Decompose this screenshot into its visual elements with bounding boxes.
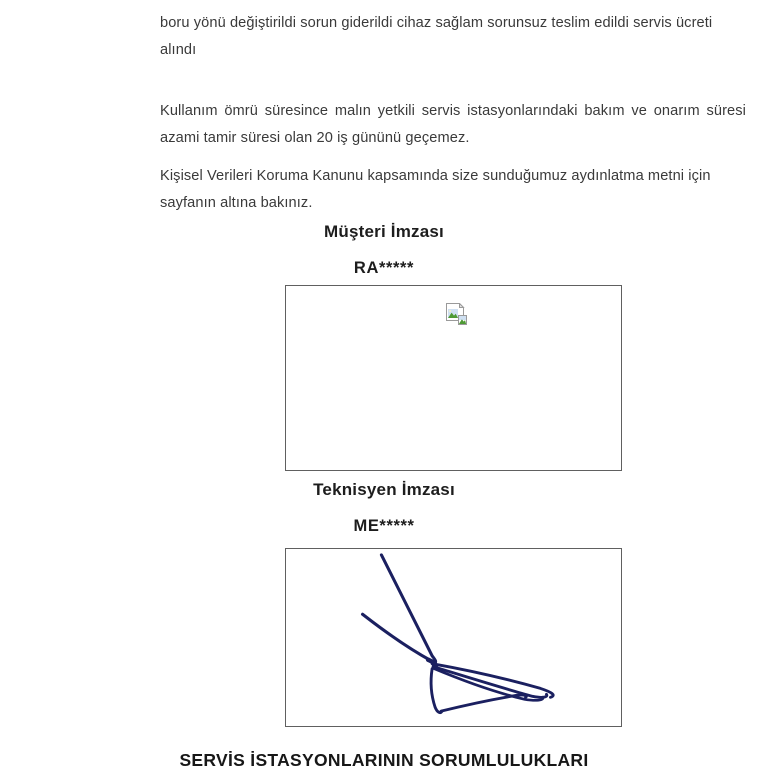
paragraph-service-note: boru yönü değiştirildi sorun giderildi cihaz sağlam sorunsuz teslim edildi servis ücreti alındı	[160, 14, 713, 58]
technician-signature-heading: Teknisyen İmzası	[313, 480, 455, 499]
customer-signature-name: RA*****	[353, 259, 415, 277]
technician-signature-name: ME*****	[353, 517, 415, 535]
paragraph-kvkk-notice: Kişisel Verileri Koruma Kanunu kapsamında size sunduğumuz aydınlatma metni için sayfanın altına bakınız.	[160, 167, 711, 211]
broken-image-icon	[446, 303, 467, 325]
customer-signature-box	[285, 285, 622, 471]
responsibilities-heading: SERVİS İSTASYONLARININ SORUMLULUKLARI	[179, 750, 589, 770]
technician-signature-box	[285, 548, 622, 727]
paragraph-maintenance-period: Kullanım ömrü süresince malın yetkili servis istasyonlarındaki bakım ve onarım süresi azami tamir süresi olan 20 iş gününü geçemez.	[160, 102, 746, 146]
handwritten-signature-ink	[286, 549, 621, 726]
customer-signature-heading: Müşteri İmzası	[324, 222, 444, 241]
